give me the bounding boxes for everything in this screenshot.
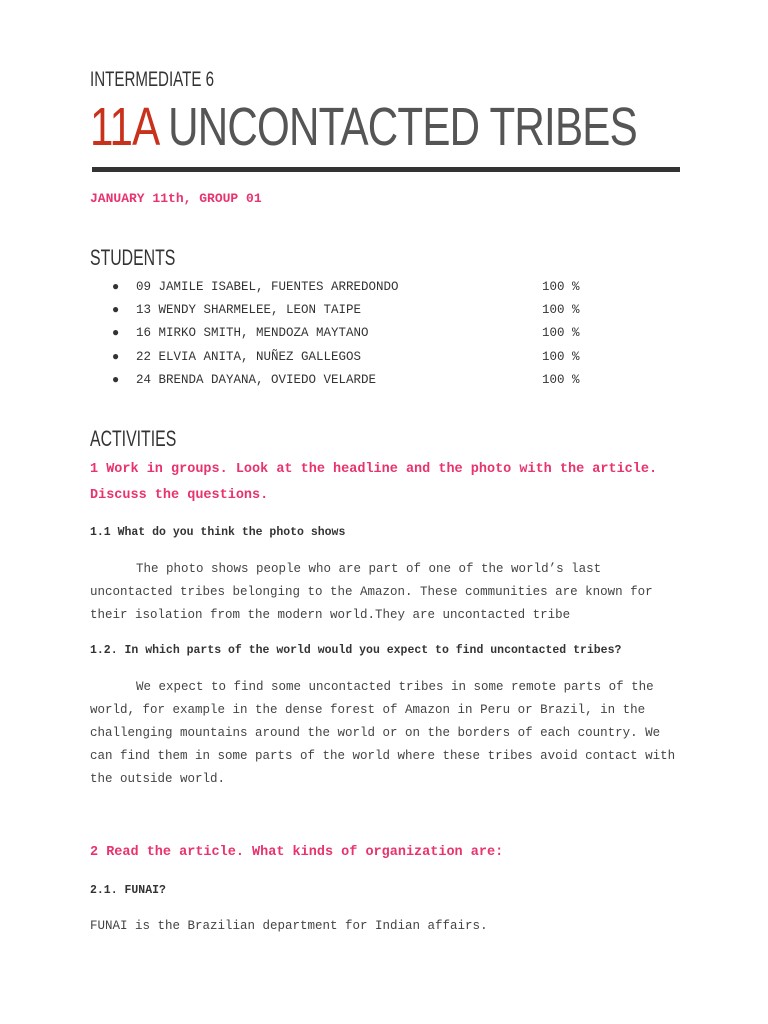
page-title <box>90 97 637 157</box>
course-level: INTERMEDIATE 6 <box>90 68 215 91</box>
answer-2-1: FUNAI is the Brazilian department for Indian affairs. <box>90 919 488 933</box>
student-item <box>90 373 610 396</box>
student-percent: 100 % <box>542 303 580 318</box>
question-1-2: 1.2. In which parts of the world would you expect to find uncontacted tribes? <box>90 644 622 657</box>
student-item <box>90 350 610 373</box>
title-rule <box>92 167 680 172</box>
answer-1-1: The photo shows people who are part of one of the world’s last uncontacted tribes belonging to the Amazon. These communities are known for their isolation from the modern world.They are uncontacted tribe <box>90 562 653 622</box>
student-name: 22 ELVIA ANITA, NUÑEZ GALLEGOS <box>136 349 362 364</box>
activities-heading: ACTIVITIES <box>90 426 177 451</box>
students-heading: STUDENTS <box>90 245 176 270</box>
bullet-icon: ● <box>112 303 120 318</box>
student-name: 13 WENDY SHARMELEE, LEON TAIPE <box>136 303 362 318</box>
student-name: 09 JAMILE ISABEL, FUENTES ARREDONDO <box>136 280 399 294</box>
student-name: 24 BRENDA DAYANA, OVIEDO VELARDE <box>136 372 377 387</box>
answer-1-2: We expect to find some uncontacted tribes in some remote parts of the world, for example in the dense forest of Amazon in Peru or Brazil, in the challenging mountains around the world or on the borders of each country. We can find them in some parts of the world where these tribes avoid contact with the outside world. <box>90 680 676 786</box>
date-line: JANUARY 11th, GROUP 01 <box>90 191 262 206</box>
bullet-icon: ● <box>112 280 120 294</box>
student-percent: 100 % <box>542 326 580 341</box>
student-percent: 100 % <box>542 280 580 294</box>
title-text: UNCONTACTED TRIBES <box>157 97 637 157</box>
students-list <box>90 280 610 396</box>
bullet-icon: ● <box>112 372 120 387</box>
student-item <box>90 280 610 303</box>
title-number: 11A <box>90 97 158 157</box>
student-item <box>90 303 610 326</box>
question-1-1: 1.1 What do you think the photo shows <box>90 526 346 539</box>
question-2-1: 2.1. FUNAI? <box>90 884 166 897</box>
student-item <box>90 326 610 349</box>
bullet-icon: ● <box>112 349 120 364</box>
student-percent: 100 % <box>542 372 580 387</box>
bullet-icon: ● <box>112 326 120 341</box>
question-1: 1 Work in groups. Look at the headline and the photo with the article. Discuss the questions. <box>90 462 658 503</box>
student-percent: 100 % <box>542 349 580 364</box>
question-2: 2 Read the article. What kinds of organization are: <box>90 845 504 860</box>
student-name: 16 MIRKO SMITH, MENDOZA MAYTANO <box>136 326 369 341</box>
